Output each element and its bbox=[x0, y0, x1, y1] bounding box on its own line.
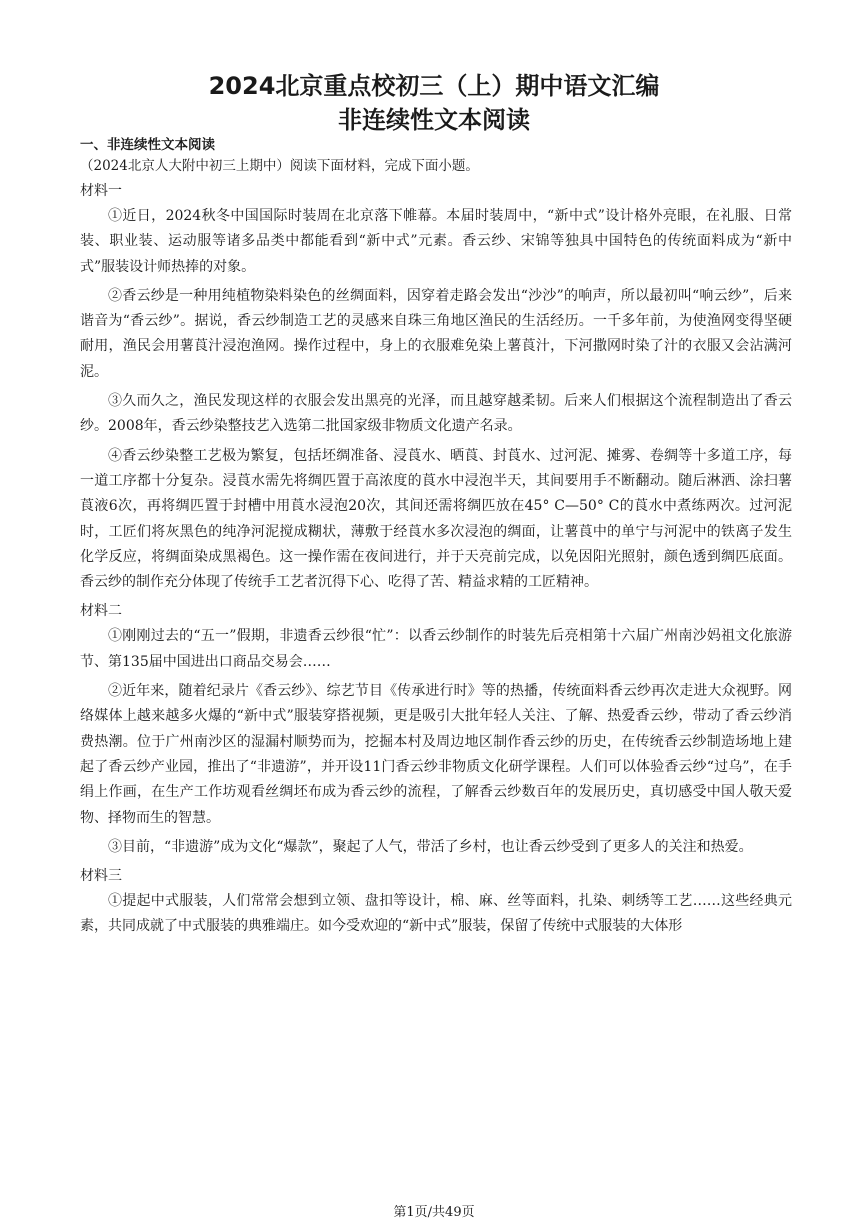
question-source: （2024北京人大附中初三上期中）阅读下面材料，完成下面小题。 bbox=[80, 158, 479, 174]
paragraph: ③久而久之，渔民发现这样的衣服会发出黑亮的光泽，而且越穿越柔韧。后来人们根据这个流程制造出了香云纱。2008年，香云纱染整技艺入选第二批国家级非物质文化遗产名录。 bbox=[80, 393, 792, 435]
paragraph: ②近年来，随着纪录片《香云纱》、综艺节目《传承进行时》等的热播，传统面料香云纱再次走进大众视野。网络媒体上越来越多火爆的“新中式”服装穿搭视频，更是吸引大批年轻人关注、了解、热爱香云纱，带动了香云纱消费热潮。位于广州南沙区的湿漏村顺势而为，挖掘本村及周边地区制作香云纱的历史，在传统香云纱制造场地上建起了香云纱产业园，推出了“非遗游”，并开设11门香云纱非物质文化研学课程。人们可以体验香云纱“过乌”，在手绢上作画，在生产工作坊观看丝绸坯布成为香云纱的流程，了解香云纱数百年的发展历史，真切感受中国人敬天爱物、择物而生的智慧。 bbox=[80, 683, 792, 826]
paragraph: ②香云纱是一种用纯植物染料染色的丝绸面料，因穿着走路会发出“沙沙”的响声，所以最初叫“响云纱”，后来谐音为“香云纱”。据说，香云纱制造工艺的灵感来自珠三角地区渔民的生活经历。一千多年前，为使渔网变得坚硬耐用，渔民会用薯莨汁浸泡渔网。操作过程中，身上的衣服难免染上薯莨汁，下河撒网时染了汁的衣服又会沾满河泥。 bbox=[80, 287, 792, 380]
document-body bbox=[80, 135, 792, 944]
paragraph: ①近日，2024秋冬中国国际时装周在北京落下帷幕。本届时装周中，“新中式”设计格外亮眼，在礼服、日常装、职业装、运动服等诸多品类中都能看到“新中式”元素。香云纱、宋锦等独具中国特色的传统面料成为“新中式”服装设计师热捧的对象。 bbox=[80, 208, 792, 275]
paragraph: ④香云纱染整工艺极为繁复，包括坯绸准备、浸莨水、晒莨、封莨水、过河泥、摊雾、卷绸等十多道工序，每一道工序都十分复杂。浸莨水需先将绸匹置于高浓度的莨水中浸泡半天，其间要用手不断翻动。随后淋洒、涂扫薯莨液6次，再将绸匹置于封槽中用莨水浸泡20次，其间还需将绸匹放在45° C—50° C的莨水中煮练两次。过河泥时，工匠们将灰黑色的纯净河泥搅成糊状，薄敷于经莨水多次浸泡的绸面，让薯莨中的单宁与河泥中的铁离子发生化学反应，将绸面染成黑褐色。这一操作需在夜间进行，并于天亮前完成，以免因阳光照射，颜色透到绸匹底面。香云纱的制作充分体现了传统手工艺者沉得下心、吃得了苦、精益求精的工匠精神。 bbox=[80, 447, 792, 591]
paragraph: ①刚刚过去的“五一”假期，非遗香云纱很“忙”：以香云纱制作的时装先后亮相第十六届广州南沙妈祖文化旅游节、第135届中国进出口商品交易会…… bbox=[80, 628, 792, 670]
material-label: 材料二 bbox=[80, 603, 122, 620]
material-label: 材料三 bbox=[80, 868, 122, 885]
paragraph: ①提起中式服装，人们常常会想到立领、盘扣等设计，棉、麻、丝等面料，扎染、刺绣等工艺……这些经典元素，共同成就了中式服装的典雅端庄。如今受欢迎的“新中式”服装，保留了传统中式服装的大体形 bbox=[80, 893, 792, 935]
page-number: 第1页/共49页 bbox=[393, 1205, 475, 1220]
material-1 bbox=[80, 179, 792, 595]
material-label: 材料一 bbox=[80, 183, 122, 199]
paragraph: ③目前，“非遗游”成为文化“爆款”，聚起了人气，带活了乡村，也让香云纱受到了更多人的关注和热爱。 bbox=[108, 838, 753, 855]
material-3 bbox=[80, 864, 792, 940]
page-title: 2024北京重点校初三（上）期中语文汇编 bbox=[208, 72, 660, 100]
page-subtitle: 非连续性文本阅读 bbox=[338, 106, 530, 134]
material-2 bbox=[80, 599, 792, 860]
section-heading: 一、非连续性文本阅读 bbox=[80, 137, 215, 153]
